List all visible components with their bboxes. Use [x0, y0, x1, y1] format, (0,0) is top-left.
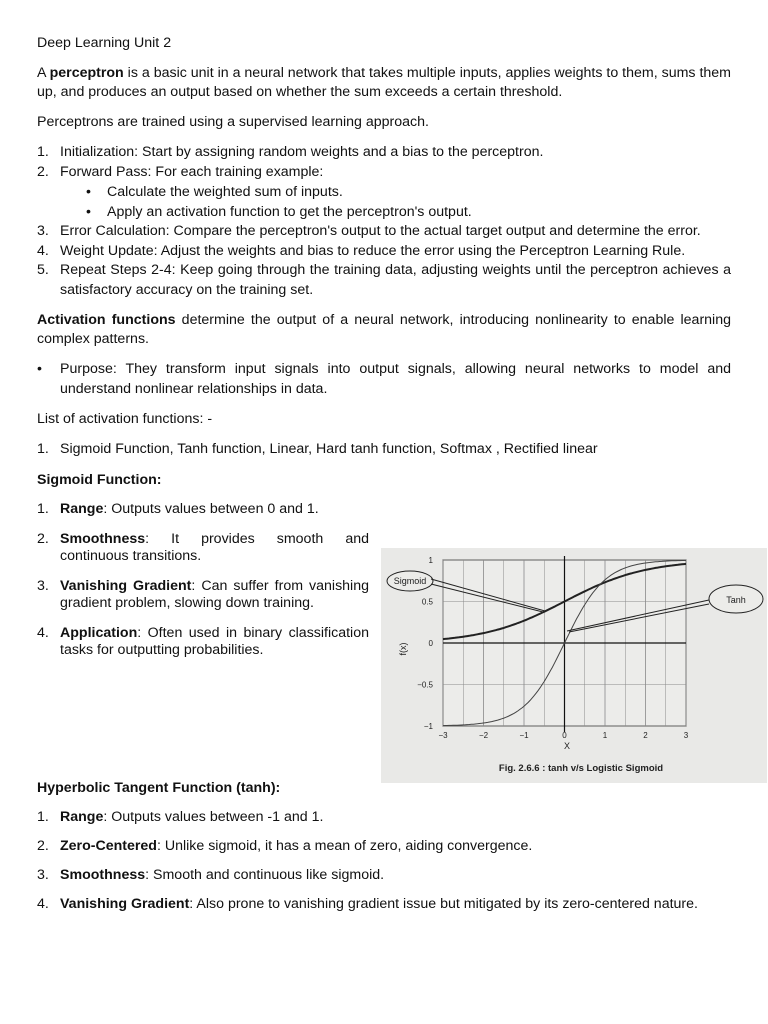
perceptron-term: perceptron [49, 65, 124, 81]
list-item: 1. Sigmoid Function, Tanh function, Linear, Hard tanh function, Softmax , Rectified linear [37, 441, 598, 457]
activation-figure [381, 548, 767, 783]
tanh-points-list [37, 809, 731, 913]
x-tick-label: −3 [438, 731, 448, 740]
activation-list-heading: List of activation functions: - [37, 411, 213, 427]
list-item: 2. Zero-Centered: Unlike sigmoid, it has a mean of zero, aiding convergence. [37, 838, 533, 854]
activation-intro: Activation functions determine the output of a neural network, introducing nonlinearity to enable learning complex patterns. [37, 312, 731, 347]
perceptron-intro: A perceptron is a basic unit in a neural network that takes multiple inputs, applies weights to them, sums them up, and produces an output based on whether the sum exceeds a certain threshold. [37, 65, 731, 100]
list-item: 3. Vanishing Gradient: Can suffer from vanishing gradient problem, slowing down training. [37, 577, 369, 611]
y-tick-label: 0 [428, 639, 433, 648]
list-item: 1. Range: Outputs values between -1 and 1. [37, 809, 324, 825]
list-item: • Purpose: They transform input signals into output signals, allowing neural networks to model and understand nonlinear relationships in data. [37, 361, 731, 397]
list-item: 4. Weight Update: Adjust the weights and bias to reduce the error using the Perceptron Learning Rule. [37, 242, 686, 259]
tanh-label: Tanh [726, 595, 746, 605]
x-tick-label: 0 [562, 731, 567, 740]
list-item: 5. Repeat Steps 2-4: Keep going through the training data, adjusting weights until the perceptron achieves a satisfactory accuracy on the training set. [37, 262, 731, 298]
y-tick-label: −0.5 [417, 680, 433, 690]
forward-pass-substeps [37, 182, 731, 222]
list-item: 1. Range: Outputs values between 0 and 1. [37, 500, 319, 517]
activation-term: Activation functions [37, 312, 176, 328]
activation-chart [381, 548, 767, 783]
list-item: 4. Vanishing Gradient: Also prone to vanishing gradient issue but mitigated by its zero-centered nature. [37, 896, 698, 912]
page-title: Deep Learning Unit 2 [37, 35, 172, 51]
list-item: 2. Smoothness: It provides smooth and continuous transitions. [37, 530, 369, 564]
x-tick-label: −1 [519, 731, 529, 740]
training-steps-list [37, 143, 731, 300]
purpose-list [37, 360, 731, 399]
y-tick-label: 0.5 [421, 597, 433, 607]
list-item: • Apply an activation function to get the perceptron's output. [86, 204, 472, 220]
sigmoid-points-list [37, 501, 369, 659]
sigmoid-heading: Sigmoid Function: [37, 471, 162, 488]
list-item: 3. Error Calculation: Compare the perceptron's output to the actual target output and determine the error. [37, 223, 701, 239]
list-item: 1. Initialization: Start by assigning random weights and a bias to the perceptron. [37, 144, 544, 160]
x-axis-label: X [563, 741, 571, 751]
list-item: 4. Application: Often used in binary classification tasks for outputting probabilities. [37, 624, 369, 658]
x-tick-label: 1 [602, 731, 608, 740]
list-item: 2. Forward Pass: For each training example: • Calculate the weighted sum of inputs. • Apply an activation function to get the perceptron's output. [37, 163, 731, 223]
y-tick-label: 1 [428, 556, 433, 565]
list-item: • Calculate the weighted sum of inputs. [86, 184, 343, 200]
training-approach: Perceptrons are trained using a supervised learning approach. [37, 114, 429, 130]
x-tick-label: 2 [643, 731, 648, 740]
activation-functions-list [37, 440, 731, 460]
x-tick-label: −2 [478, 731, 489, 740]
y-axis-label: f(x) [398, 642, 408, 656]
figure-caption: Fig. 2.6.6 : tanh v/s Logistic Sigmoid [498, 763, 664, 774]
sigmoid-label: Sigmoid [393, 576, 427, 586]
tanh-heading: Hyperbolic Tangent Function (tanh): [37, 780, 281, 796]
y-tick-label: −1 [423, 722, 433, 731]
list-item: 3. Smoothness: Smooth and continuous like sigmoid. [37, 867, 385, 883]
x-tick-label: 3 [683, 731, 689, 740]
